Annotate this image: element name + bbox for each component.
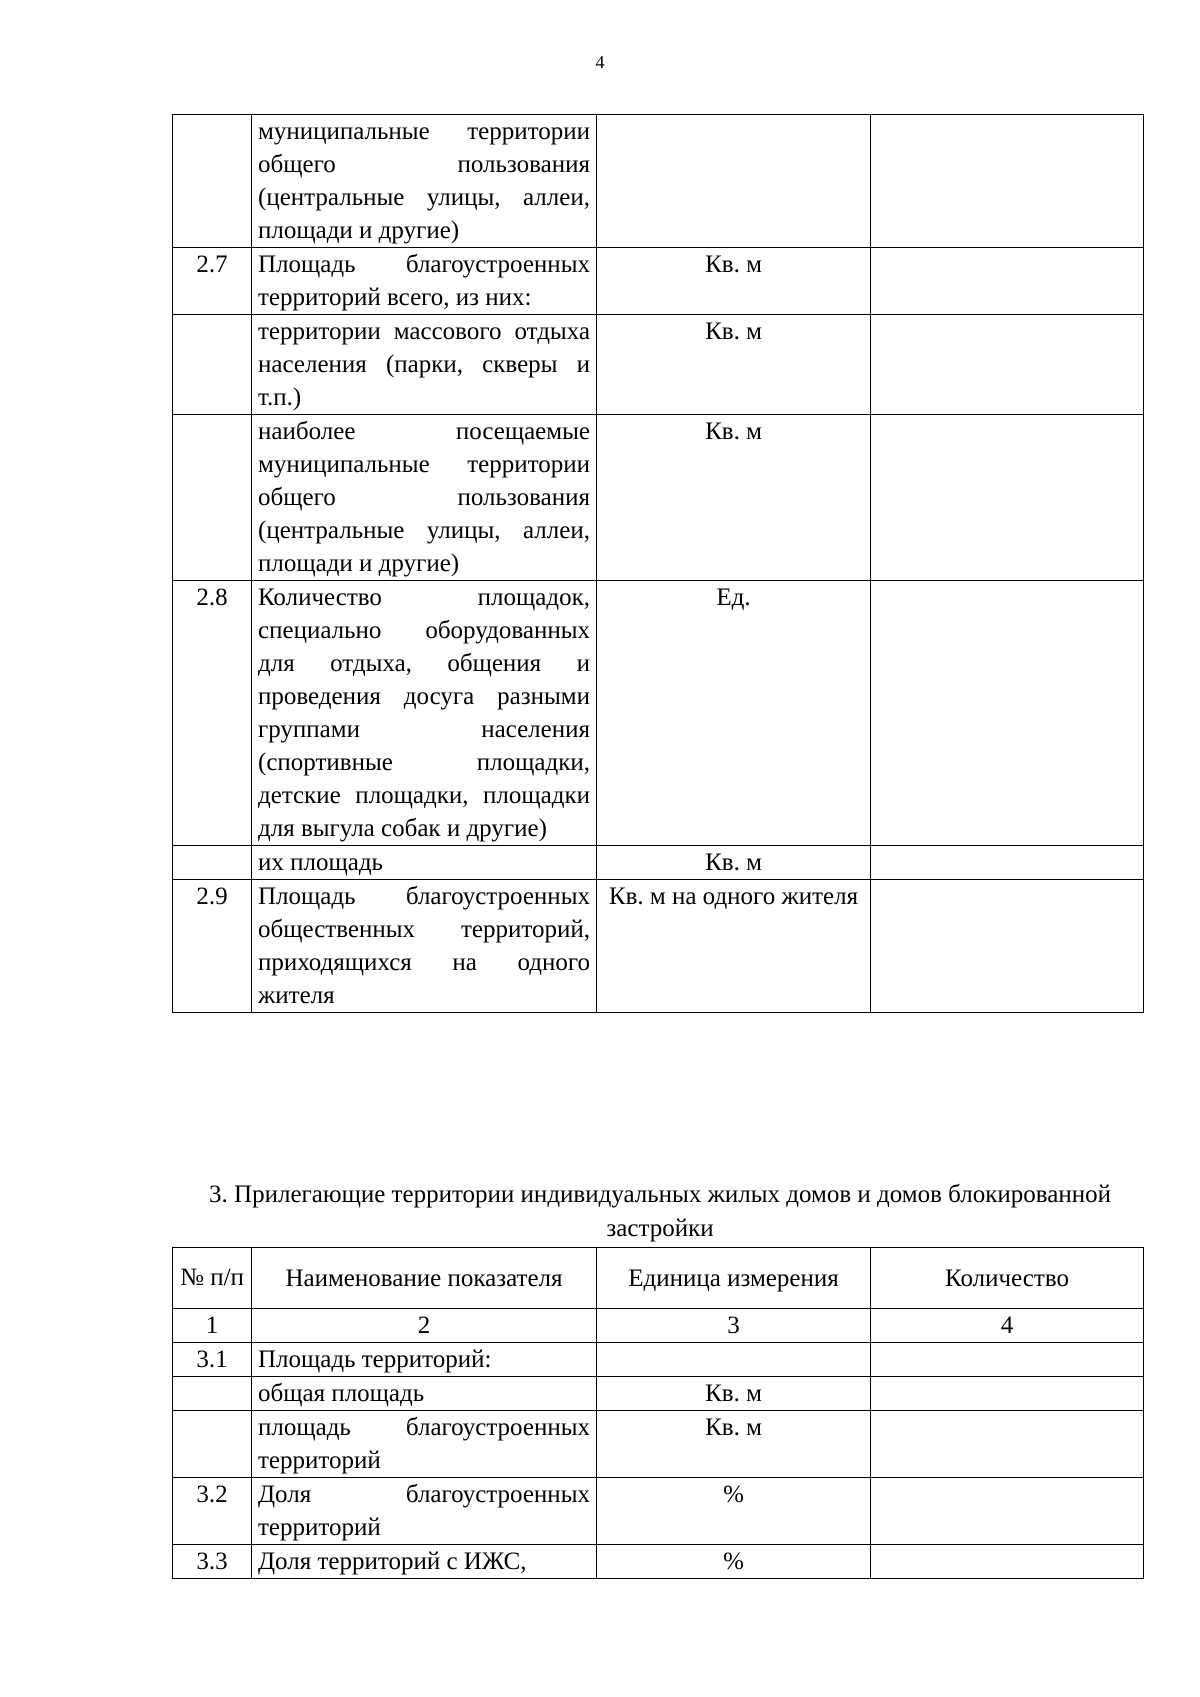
indicator-name: Площадь благоустроенных общественных территорий, приходящихся на одного жителя <box>252 880 597 1013</box>
unit-of-measure: Кв. м <box>597 415 871 581</box>
row-number: 3.2 <box>173 1478 252 1545</box>
header-name: Наименование показателя <box>252 1248 597 1309</box>
table-row <box>173 880 1144 1013</box>
quantity-cell <box>871 846 1144 880</box>
table-row <box>173 415 1144 581</box>
unit-of-measure: % <box>597 1545 871 1579</box>
row-number <box>173 315 252 415</box>
indicator-name: Площадь благоустроенных территорий всего, из них: <box>252 248 597 315</box>
quantity-cell <box>871 1377 1144 1411</box>
table-row <box>173 115 1144 248</box>
header-num: № п/п <box>173 1248 252 1309</box>
indicator-name: Доля территорий с ИЖС, <box>252 1545 597 1579</box>
row-number <box>173 415 252 581</box>
quantity-cell <box>871 415 1144 581</box>
unit-of-measure: Кв. м <box>597 846 871 880</box>
indicators-table-continued <box>172 114 1144 1013</box>
col-number: 4 <box>871 1309 1144 1343</box>
unit-of-measure: Кв. м на одного жителя <box>597 880 871 1013</box>
row-number: 2.8 <box>173 581 252 846</box>
table-row <box>173 581 1144 846</box>
unit-of-measure <box>597 115 871 248</box>
indicator-name: Площадь территорий: <box>252 1343 597 1377</box>
col-number: 3 <box>597 1309 871 1343</box>
table-header-row <box>173 1248 1144 1309</box>
quantity-cell <box>871 248 1144 315</box>
row-number: 3.3 <box>173 1545 252 1579</box>
section-3-table <box>172 1247 1144 1579</box>
quantity-cell <box>871 1545 1144 1579</box>
table-row <box>173 315 1144 415</box>
table-row <box>173 1411 1144 1478</box>
indicator-name: территории массового отдыха населения (парки, скверы и т.п.) <box>252 315 597 415</box>
indicator-name: площадь благоустроенных территорий <box>252 1411 597 1478</box>
row-number <box>173 115 252 248</box>
quantity-cell <box>871 1411 1144 1478</box>
column-number-row <box>173 1309 1144 1343</box>
quantity-cell <box>871 880 1144 1013</box>
quantity-cell <box>871 581 1144 846</box>
indicator-name: их площадь <box>252 846 597 880</box>
header-qty: Количество <box>871 1248 1144 1309</box>
unit-of-measure: % <box>597 1478 871 1545</box>
indicator-name: Доля благоустроенных территорий <box>252 1478 597 1545</box>
unit-of-measure: Кв. м <box>597 1377 871 1411</box>
row-number: 2.7 <box>173 248 252 315</box>
row-number <box>173 846 252 880</box>
header-unit: Единица измерения <box>597 1248 871 1309</box>
indicator-name: наиболее посещаемые муниципальные территории общего пользования (центральные улицы, аллеи, площади и другие) <box>252 415 597 581</box>
table-row <box>173 1545 1144 1579</box>
row-number <box>173 1377 252 1411</box>
quantity-cell <box>871 1343 1144 1377</box>
page-number: 4 <box>595 52 605 72</box>
row-number <box>173 1411 252 1478</box>
table-row <box>173 1377 1144 1411</box>
unit-of-measure: Кв. м <box>597 1411 871 1478</box>
table-row <box>173 846 1144 880</box>
table-row <box>173 1478 1144 1545</box>
quantity-cell <box>871 1478 1144 1545</box>
unit-of-measure: Кв. м <box>597 248 871 315</box>
indicator-name: Количество площадок, специально оборудованных для отдыха, общения и проведения досуга разными группами населения (спортивные площадки, детские площадки, площадки для выгула собак и другие) <box>252 581 597 846</box>
row-number: 3.1 <box>173 1343 252 1377</box>
quantity-cell <box>871 115 1144 248</box>
indicator-name: общая площадь <box>252 1377 597 1411</box>
col-number: 2 <box>252 1309 597 1343</box>
table-row <box>173 248 1144 315</box>
unit-of-measure <box>597 1343 871 1377</box>
unit-of-measure: Кв. м <box>597 315 871 415</box>
section-3-title: 3. Прилегающие территории индивидуальных жилых домов и домов блокированной застройки <box>209 1181 1111 1242</box>
quantity-cell <box>871 315 1144 415</box>
col-number: 1 <box>173 1309 252 1343</box>
unit-of-measure: Ед. <box>597 581 871 846</box>
table-row <box>173 1343 1144 1377</box>
indicator-name: муниципальные территории общего пользования (центральные улицы, аллеи, площади и другие) <box>252 115 597 248</box>
row-number: 2.9 <box>173 880 252 1013</box>
